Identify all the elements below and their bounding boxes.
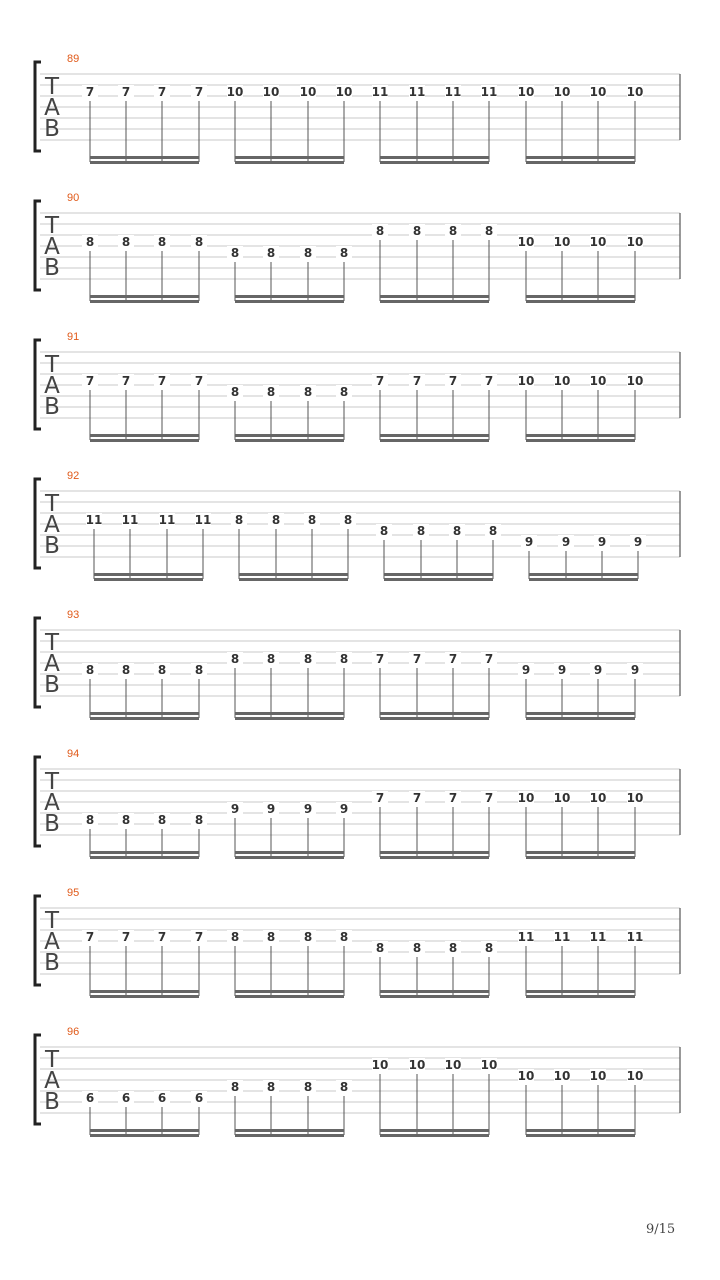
fret-number: 9 (266, 802, 276, 816)
fret-number: 10 (299, 85, 317, 99)
tab-clef-letter: B (44, 116, 60, 142)
fret-number: 11 (371, 85, 389, 99)
fret-number: 6 (85, 1091, 95, 1105)
tab-clef-letter: T (44, 74, 60, 100)
measure-number: 90 (67, 192, 80, 204)
fret-number: 10 (444, 1058, 462, 1072)
tab-system-95 (35, 887, 680, 998)
tab-clef-letter: A (44, 1068, 60, 1094)
fret-number: 8 (85, 235, 95, 249)
fret-number: 7 (412, 652, 422, 666)
fret-number: 8 (303, 246, 313, 260)
beam (380, 1134, 489, 1137)
beam (380, 295, 489, 298)
beam (380, 156, 489, 159)
fret-number: 8 (307, 513, 317, 527)
tab-clef-letter: T (44, 769, 60, 795)
fret-number: 10 (517, 235, 535, 249)
fret-number: 7 (121, 374, 131, 388)
beam (380, 161, 489, 164)
beam (235, 1129, 344, 1132)
beam (235, 1134, 344, 1137)
beam (235, 439, 344, 442)
fret-number: 10 (517, 374, 535, 388)
fret-number: 9 (630, 663, 640, 677)
fret-number: 7 (375, 374, 385, 388)
fret-number: 11 (444, 85, 462, 99)
fret-number: 9 (561, 535, 571, 549)
beam (529, 578, 638, 581)
fret-number: 10 (553, 85, 571, 99)
beam (235, 990, 344, 993)
fret-number: 8 (339, 385, 349, 399)
tab-system-91 (35, 331, 680, 442)
beam (380, 990, 489, 993)
beam (90, 434, 199, 437)
beam (380, 995, 489, 998)
fret-number: 8 (448, 224, 458, 238)
fret-number: 10 (626, 1069, 644, 1083)
beam (380, 434, 489, 437)
tab-clef-letter: B (44, 1089, 60, 1115)
fret-number: 10 (626, 235, 644, 249)
fret-number: 8 (412, 224, 422, 238)
fret-number: 8 (230, 385, 240, 399)
beam (235, 712, 344, 715)
beam (90, 990, 199, 993)
fret-number: 7 (484, 652, 494, 666)
beam (380, 856, 489, 859)
fret-number: 10 (589, 235, 607, 249)
fret-number: 11 (480, 85, 498, 99)
fret-number: 8 (157, 235, 167, 249)
fret-number: 8 (448, 941, 458, 955)
tab-system-90 (35, 192, 680, 303)
fret-number: 8 (303, 1080, 313, 1094)
fret-number: 7 (484, 791, 494, 805)
beam (384, 578, 493, 581)
beam (90, 1134, 199, 1137)
fret-number: 7 (448, 791, 458, 805)
tab-clef-letter: A (44, 929, 60, 955)
beam (380, 851, 489, 854)
fret-number: 7 (121, 930, 131, 944)
fret-number: 7 (85, 374, 95, 388)
beam (526, 995, 635, 998)
fret-number: 7 (157, 85, 167, 99)
tab-clef-letter: B (44, 811, 60, 837)
tab-clef-letter: B (44, 950, 60, 976)
tab-clef-letter: A (44, 651, 60, 677)
fret-number: 7 (85, 930, 95, 944)
beam (90, 995, 199, 998)
page-number: 9/15 (646, 1222, 676, 1237)
fret-number: 9 (303, 802, 313, 816)
beam (90, 300, 199, 303)
beam (90, 161, 199, 164)
fret-number: 8 (230, 652, 240, 666)
tab-system-94 (35, 748, 680, 859)
measure-number: 92 (67, 470, 80, 482)
beam (235, 161, 344, 164)
beam (90, 856, 199, 859)
fret-number: 7 (121, 85, 131, 99)
fret-number: 8 (230, 1080, 240, 1094)
fret-number: 7 (412, 791, 422, 805)
tab-clef-letter: T (44, 213, 60, 239)
fret-number: 10 (589, 791, 607, 805)
measure-number: 94 (67, 748, 80, 760)
fret-number: 7 (484, 374, 494, 388)
tab-clef-letter: T (44, 491, 60, 517)
beam (380, 1129, 489, 1132)
fret-number: 8 (266, 652, 276, 666)
fret-number: 10 (335, 85, 353, 99)
fret-number: 8 (121, 813, 131, 827)
fret-number: 11 (553, 930, 571, 944)
beam (526, 439, 635, 442)
fret-number: 9 (524, 535, 534, 549)
fret-number: 8 (266, 930, 276, 944)
fret-number: 11 (517, 930, 535, 944)
beam (239, 573, 348, 576)
measure-number: 91 (67, 331, 80, 343)
fret-number: 8 (266, 1080, 276, 1094)
fret-number: 10 (517, 85, 535, 99)
fret-number: 7 (194, 85, 204, 99)
fret-number: 9 (597, 535, 607, 549)
fret-number: 10 (553, 235, 571, 249)
tab-system-93 (35, 609, 680, 720)
fret-number: 11 (589, 930, 607, 944)
fret-number: 8 (303, 385, 313, 399)
beam (90, 156, 199, 159)
fret-number: 8 (488, 524, 498, 538)
beam (90, 717, 199, 720)
tab-system-96 (35, 1026, 680, 1137)
fret-number: 8 (85, 813, 95, 827)
fret-number: 8 (412, 941, 422, 955)
beam (526, 295, 635, 298)
fret-number: 10 (589, 85, 607, 99)
fret-number: 11 (194, 513, 212, 527)
fret-number: 11 (408, 85, 426, 99)
fret-number: 8 (194, 663, 204, 677)
fret-number: 7 (448, 374, 458, 388)
beam (380, 717, 489, 720)
beam (380, 712, 489, 715)
tab-clef-letter: B (44, 394, 60, 420)
tab-clef-letter: A (44, 234, 60, 260)
beam (235, 856, 344, 859)
fret-number: 10 (626, 85, 644, 99)
beam (235, 995, 344, 998)
fret-number: 7 (157, 930, 167, 944)
fret-number: 10 (553, 791, 571, 805)
fret-number: 9 (593, 663, 603, 677)
fret-number: 8 (416, 524, 426, 538)
fret-number: 10 (589, 1069, 607, 1083)
fret-number: 11 (626, 930, 644, 944)
fret-number: 7 (375, 791, 385, 805)
fret-number: 8 (121, 235, 131, 249)
beam (90, 295, 199, 298)
tab-clef-letter: T (44, 908, 60, 934)
tab-clef-letter: B (44, 533, 60, 559)
measure-number: 96 (67, 1026, 80, 1038)
tab-clef-letter: T (44, 1047, 60, 1073)
fret-number: 6 (157, 1091, 167, 1105)
fret-number: 10 (371, 1058, 389, 1072)
fret-number: 8 (121, 663, 131, 677)
fret-number: 10 (262, 85, 280, 99)
fret-number: 8 (343, 513, 353, 527)
fret-number: 7 (85, 85, 95, 99)
tab-clef-letter: A (44, 790, 60, 816)
fret-number: 10 (408, 1058, 426, 1072)
fret-number: 6 (121, 1091, 131, 1105)
fret-number: 11 (121, 513, 139, 527)
beam (384, 573, 493, 576)
fret-number: 10 (226, 85, 244, 99)
fret-number: 8 (157, 813, 167, 827)
beam (526, 856, 635, 859)
beam (380, 300, 489, 303)
fret-number: 8 (452, 524, 462, 538)
fret-number: 7 (448, 652, 458, 666)
fret-number: 7 (194, 374, 204, 388)
fret-number: 10 (626, 791, 644, 805)
beam (526, 161, 635, 164)
beam (90, 851, 199, 854)
fret-number: 10 (517, 1069, 535, 1083)
fret-number: 8 (339, 1080, 349, 1094)
fret-number: 8 (375, 941, 385, 955)
beam (90, 1129, 199, 1132)
fret-number: 8 (230, 930, 240, 944)
fret-number: 8 (194, 235, 204, 249)
beam (526, 300, 635, 303)
fret-number: 10 (480, 1058, 498, 1072)
beam (526, 851, 635, 854)
fret-number: 7 (157, 374, 167, 388)
tab-clef-letter: A (44, 373, 60, 399)
beam (94, 578, 203, 581)
beam (526, 717, 635, 720)
beam (239, 578, 348, 581)
fret-number: 9 (339, 802, 349, 816)
tab-clef-letter: B (44, 255, 60, 281)
fret-number: 7 (375, 652, 385, 666)
fret-number: 6 (194, 1091, 204, 1105)
beam (235, 851, 344, 854)
fret-number: 8 (230, 246, 240, 260)
tab-system-92 (35, 470, 680, 581)
fret-number: 8 (379, 524, 389, 538)
tab-system-89 (35, 53, 680, 164)
fret-number: 9 (633, 535, 643, 549)
fret-number: 8 (271, 513, 281, 527)
fret-number: 8 (85, 663, 95, 677)
tab-clef-letter: T (44, 630, 60, 656)
tab-clef-letter: A (44, 95, 60, 121)
fret-number: 8 (234, 513, 244, 527)
fret-number: 8 (303, 930, 313, 944)
fret-number: 8 (339, 246, 349, 260)
fret-number: 11 (85, 513, 103, 527)
beam (94, 573, 203, 576)
beam (529, 573, 638, 576)
beam (526, 990, 635, 993)
fret-number: 10 (589, 374, 607, 388)
tab-clef-letter: T (44, 352, 60, 378)
fret-number: 8 (375, 224, 385, 238)
fret-number: 10 (517, 791, 535, 805)
fret-number: 10 (553, 374, 571, 388)
beam (235, 300, 344, 303)
beam (526, 1134, 635, 1137)
beam (526, 1129, 635, 1132)
fret-number: 7 (194, 930, 204, 944)
measure-number: 89 (67, 53, 80, 65)
measure-number: 93 (67, 609, 80, 621)
fret-number: 8 (339, 652, 349, 666)
fret-number: 8 (194, 813, 204, 827)
fret-number: 8 (339, 930, 349, 944)
beam (235, 434, 344, 437)
fret-number: 8 (484, 224, 494, 238)
fret-number: 9 (521, 663, 531, 677)
beam (235, 156, 344, 159)
fret-number: 9 (230, 802, 240, 816)
beam (90, 439, 199, 442)
measure-number: 95 (67, 887, 80, 899)
beam (90, 712, 199, 715)
fret-number: 8 (484, 941, 494, 955)
beam (526, 712, 635, 715)
tab-clef-letter: B (44, 672, 60, 698)
beam (526, 156, 635, 159)
beam (380, 439, 489, 442)
beam (235, 295, 344, 298)
fret-number: 8 (303, 652, 313, 666)
fret-number: 9 (557, 663, 567, 677)
tab-clef-letter: A (44, 512, 60, 538)
fret-number: 8 (157, 663, 167, 677)
fret-number: 7 (412, 374, 422, 388)
beam (526, 434, 635, 437)
fret-number: 8 (266, 246, 276, 260)
fret-number: 10 (553, 1069, 571, 1083)
fret-number: 10 (626, 374, 644, 388)
fret-number: 11 (158, 513, 176, 527)
beam (235, 717, 344, 720)
fret-number: 8 (266, 385, 276, 399)
